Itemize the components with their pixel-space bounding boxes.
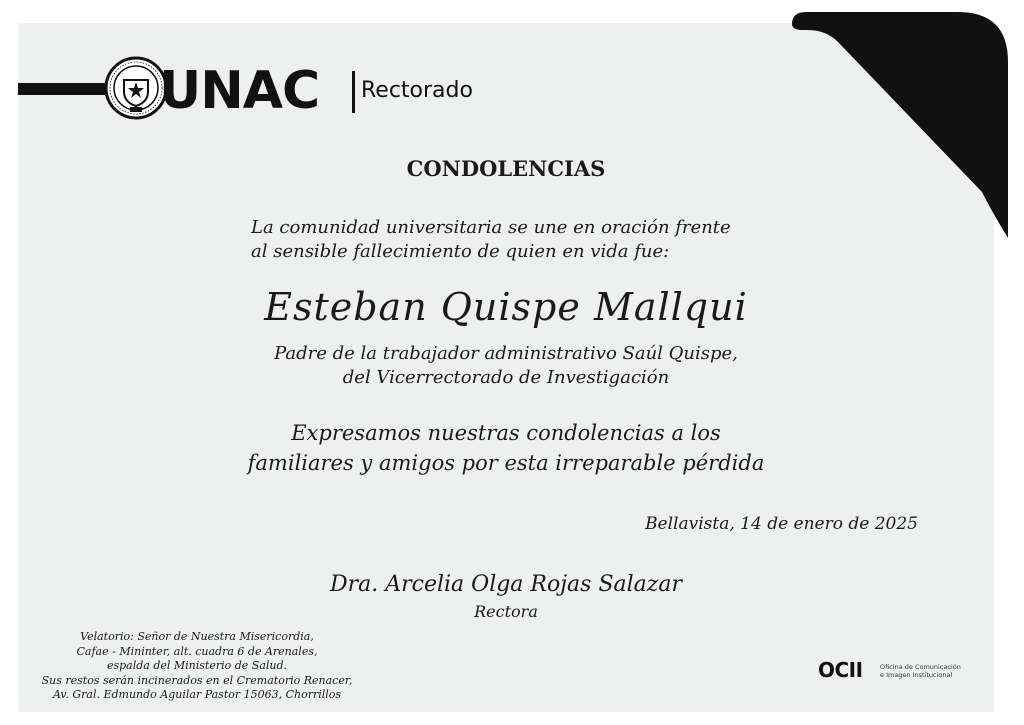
signer-name: Dra. Arcelia Olga Rojas Salazar: [329, 572, 683, 597]
office-line: Oficina de Comunicación: [880, 663, 961, 671]
wake-line: Cafae - Mininter, alt. cuadra 6 de Arenales,: [76, 644, 318, 658]
message-line: familiares y amigos por esta irreparable pérdida: [247, 451, 765, 475]
relation-line: Padre de la trabajador administrativo Saúl Quispe,: [274, 343, 738, 364]
brand-separator: [352, 71, 355, 113]
deceased-name: Esteban Quispe Mallqui: [264, 285, 748, 329]
wake-line: Velatorio: Señor de Nuestra Misericordia,: [80, 630, 314, 643]
relation-text: [18, 342, 994, 390]
place-date: Bellavista, 14 de enero de 2025: [645, 514, 918, 534]
message-line: Expresamos nuestras condolencias a los: [291, 421, 721, 445]
office-name: [880, 663, 980, 679]
wake-line: Av. Gral. Edmundo Aguilar Pastor 15063, Chorrillos: [52, 688, 342, 701]
wake-info: [24, 630, 370, 703]
notice-heading: CONDOLENCIAS: [406, 156, 606, 181]
wake-line: espalda del Ministerio de Salud.: [106, 659, 288, 672]
signer-role: Rectora: [474, 602, 538, 621]
brand-subtitle: Rectorado: [361, 78, 473, 103]
intro-line: al sensible fallecimiento de quien en vida fue:: [251, 241, 670, 262]
wake-line: Sus restos serán incinerados en el Crematorio Renacer,: [41, 673, 353, 687]
relation-line: del Vicerrectorado de Investigación: [342, 367, 670, 388]
intro-text: [251, 216, 731, 264]
mourning-ribbon-icon: [792, 12, 1008, 238]
brand-logo: UNAC: [159, 61, 320, 121]
intro-line: La comunidad universitaria se une en oración frente: [251, 217, 731, 238]
header-rule: [18, 83, 116, 95]
condolence-message: [18, 418, 994, 478]
office-line: e Imagen Institucional: [880, 671, 953, 679]
ocii-logo: OCII: [818, 658, 863, 682]
